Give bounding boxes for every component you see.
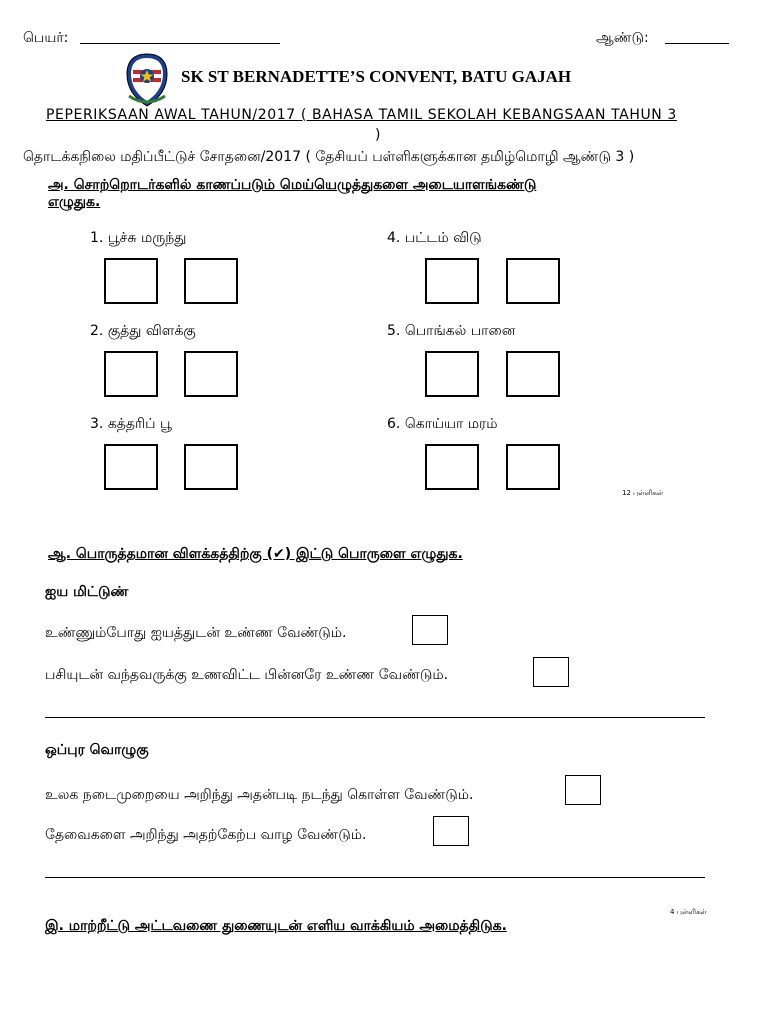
item-6 — [387, 416, 498, 434]
item-text: கத்தரிப் பூ — [107, 416, 172, 432]
exam-title-tamil: தொடக்கநிலை மதிப்பீட்டுச் சோதனை/2017 ( தேசியப் பள்ளிகளுக்கான தமிழ்மொழி ஆண்டு 3 ) — [23, 149, 635, 165]
answer-box-1a[interactable] — [104, 258, 158, 304]
tick-box-2-2[interactable] — [433, 816, 469, 846]
item-5 — [387, 323, 515, 341]
item-number: 4. — [387, 230, 401, 246]
answer-box-6a[interactable] — [425, 444, 479, 490]
section-a-instruction-line1: அ. சொற்றொடர்களில் காணப்படும் மெய்யெழுத்துகளை அடையாளங்கண்டு — [48, 177, 537, 193]
section-i-instruction: இ. மாற்றீட்டு அட்டவணை துணையுடன் எளிய வாக்கியம் அமைத்திடுக. — [45, 918, 507, 934]
answer-box-5b[interactable] — [506, 351, 560, 397]
answer-box-6b[interactable] — [506, 444, 560, 490]
section-a-instruction-line2: எழுதுக. — [48, 194, 101, 210]
answer-box-1b[interactable] — [184, 258, 238, 304]
item-1 — [90, 230, 186, 248]
section-aa-marks: 4 புள்ளிகள் — [670, 908, 707, 916]
answer-line-1[interactable] — [45, 717, 705, 718]
group-2-option-2: தேவைகளை அறிந்து அதற்கேற்ப வாழ வேண்டும். — [45, 827, 367, 843]
item-number: 6. — [387, 416, 401, 432]
section-a-marks: 12 புள்ளிகள் — [622, 489, 664, 497]
item-number: 1. — [90, 230, 104, 246]
answer-line-2[interactable] — [45, 877, 705, 878]
exam-title-line2: ) — [375, 127, 381, 143]
group-1-option-1: உண்ணும்போது ஐயத்துடன் உண்ண வேண்டும். — [45, 625, 347, 641]
item-text: பட்டம் விடு — [404, 230, 482, 246]
section-aa-instruction: ஆ. பொருத்தமான விளக்கத்திற்கு (✔) இட்டு பொருளை எழுதுக. — [48, 546, 463, 562]
group-2-title: ஒப்புர வொழுகு — [45, 742, 149, 758]
item-text: பூச்சு மருந்து — [107, 230, 187, 246]
item-4 — [387, 230, 482, 248]
answer-box-2a[interactable] — [104, 351, 158, 397]
group-1-title: ஐய மிட்டுண் — [45, 584, 129, 600]
item-text: பொங்கல் பானை — [404, 323, 516, 339]
item-2 — [90, 323, 196, 341]
item-text: குத்து விளக்கு — [107, 323, 196, 339]
name-label: பெயர்: — [23, 30, 69, 46]
name-line — [80, 30, 280, 44]
item-number: 2. — [90, 323, 104, 339]
exam-title-line1: PEPERIKSAAN AWAL TAHUN/2017 ( BAHASA TAMIL SEKOLAH KEBANGSAAN TAHUN 3 — [46, 107, 677, 123]
answer-box-3b[interactable] — [184, 444, 238, 490]
answer-box-4b[interactable] — [506, 258, 560, 304]
year-label: ஆண்டு: — [596, 30, 649, 46]
answer-box-3a[interactable] — [104, 444, 158, 490]
answer-box-5a[interactable] — [425, 351, 479, 397]
tick-box-2-1[interactable] — [565, 775, 601, 805]
item-3 — [90, 416, 172, 434]
school-name: SK ST BERNADETTE’S CONVENT, BATU GAJAH — [181, 67, 572, 86]
answer-box-2b[interactable] — [184, 351, 238, 397]
item-text: கொய்யா மரம் — [404, 416, 498, 432]
item-number: 5. — [387, 323, 401, 339]
item-number: 3. — [90, 416, 104, 432]
school-crest-icon — [123, 52, 171, 108]
group-1-option-2: பசியுடன் வந்தவருக்கு உணவிட்ட பின்னரே உண்ண வேண்டும். — [45, 667, 449, 683]
year-line — [665, 30, 729, 44]
tick-box-1-2[interactable] — [533, 657, 569, 687]
answer-box-4a[interactable] — [425, 258, 479, 304]
group-2-option-1: உலக நடைமுறையை அறிந்து அதன்படி நடந்து கொள்ள வேண்டும். — [45, 787, 474, 803]
tick-box-1-1[interactable] — [412, 615, 448, 645]
